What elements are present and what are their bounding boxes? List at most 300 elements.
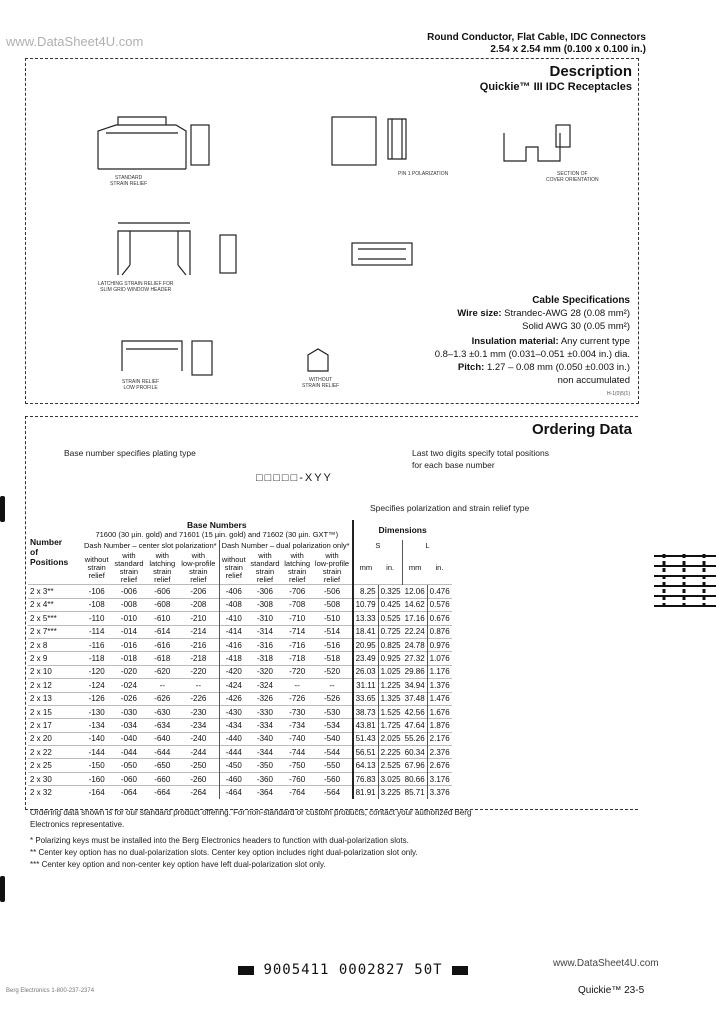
table-cell: 47.64 [403, 719, 428, 732]
wire-size-1 [457, 308, 630, 319]
table-cell: -020 [111, 665, 146, 678]
table-cell: -144 [82, 746, 111, 759]
drawing-polarization-side [388, 119, 406, 159]
table-cell: 2 x 12 [28, 679, 82, 692]
table-cell: -060 [111, 772, 146, 785]
table-cell: -644 [147, 746, 179, 759]
table-cell: 0.676 [427, 612, 452, 625]
drawing-standard-strain-relief [98, 117, 186, 169]
insulation-value-2: 0.8–1.3 ±0.1 mm (0.031–0.051 ±0.004 in.) dia. [434, 349, 630, 360]
table-cell: -364 [248, 786, 282, 799]
insulation-value-1: Any current type [560, 336, 630, 347]
description-panel [25, 58, 639, 404]
table-cell: 1.676 [427, 705, 452, 718]
table-cell: 2.376 [427, 746, 452, 759]
table-cell: -210 [178, 612, 219, 625]
table-cell: -226 [178, 692, 219, 705]
table-cell: -044 [111, 746, 146, 759]
col-without-2: without strain relief [219, 552, 248, 585]
part-number-pattern: □□□□□-XYY [256, 472, 333, 484]
table-cell: -010 [111, 612, 146, 625]
base-number-note: Base number specifies plating type [64, 448, 196, 458]
table-cell: -408 [219, 598, 248, 611]
table-cell: 1.876 [427, 719, 452, 732]
table-cell: -140 [82, 732, 111, 745]
table-cell: 1.325 [378, 692, 403, 705]
table-cell: -630 [147, 705, 179, 718]
table-cell: 3.376 [427, 786, 452, 799]
table-cell: -416 [219, 638, 248, 651]
drawing-cover-orientation [556, 125, 570, 147]
col-standard-2: with standard strain relief [250, 551, 280, 585]
table-cell: 2.176 [427, 732, 452, 745]
table-cell: 2 x 13 [28, 692, 82, 705]
footer-page: Quickie™ 23-5 [578, 985, 645, 996]
table-cell: -318 [248, 652, 282, 665]
table-cell: -564 [312, 786, 352, 799]
table-row [28, 746, 452, 759]
table-cell: 2 x 25 [28, 759, 82, 772]
table-cell: -420 [219, 665, 248, 678]
table-cell: -444 [219, 746, 248, 759]
table-cell: 0.425 [378, 598, 403, 611]
table-cell: -764 [282, 786, 313, 799]
insulation-label: Insulation material: [471, 336, 559, 347]
table-cell: -464 [219, 786, 248, 799]
table-cell: -120 [82, 665, 111, 678]
table-cell: 20.95 [353, 638, 379, 651]
table-cell: 1.525 [378, 705, 403, 718]
col-lowprofile-1: with low-profile strain relief [181, 551, 216, 585]
label-polarization: PIN 1 POLARIZATION [398, 171, 449, 177]
table-cell: -050 [111, 759, 146, 772]
table-cell: -234 [178, 719, 219, 732]
table-cell: -330 [248, 705, 282, 718]
cable-specs-title: Cable Specifications [532, 295, 630, 306]
table-cell: 1.176 [427, 665, 452, 678]
table-cell: -- [178, 679, 219, 692]
table-cell: 33.65 [353, 692, 379, 705]
table-cell: 55.26 [403, 732, 428, 745]
note-polarizing-keys: * Polarizing keys must be installed into the Berg Electronics headers to function with dual-polarization slots. [30, 836, 409, 845]
table-row [28, 612, 452, 625]
table-cell: -620 [147, 665, 179, 678]
table-cell: -340 [248, 732, 282, 745]
table-cell: 0.925 [378, 652, 403, 665]
table-cell: -316 [248, 638, 282, 651]
dash-dual-header: Dash Number – dual polarization only* [219, 540, 353, 552]
table-cell: -610 [147, 612, 179, 625]
table-cell: -734 [282, 719, 313, 732]
table-row [28, 786, 452, 799]
col-without-1: without strain relief [84, 555, 109, 581]
margin-bullet-2 [0, 876, 5, 902]
table-cell: -360 [248, 772, 282, 785]
table-cell: -218 [178, 652, 219, 665]
table-cell: 81.91 [353, 786, 379, 799]
table-row [28, 598, 452, 611]
table-cell: -- [147, 679, 179, 692]
table-cell: 0.476 [427, 585, 452, 598]
table-cell: -320 [248, 665, 282, 678]
table-cell: -660 [147, 772, 179, 785]
table-cell: -508 [312, 598, 352, 611]
table-cell: 56.51 [353, 746, 379, 759]
table-cell: -326 [248, 692, 282, 705]
table-cell: 13.33 [353, 612, 379, 625]
table-cell: -430 [219, 705, 248, 718]
drawing-without-strain-relief [308, 349, 328, 371]
table-cell: -710 [282, 612, 313, 625]
table-cell: -424 [219, 679, 248, 692]
table-cell: 0.725 [378, 625, 403, 638]
wire-size-label: Wire size: [457, 308, 502, 319]
table-cell: -540 [312, 732, 352, 745]
table-cell: -440 [219, 732, 248, 745]
table-cell: 1.025 [378, 665, 403, 678]
table-cell: -406 [219, 585, 248, 598]
table-cell: -634 [147, 719, 179, 732]
table-cell: -516 [312, 638, 352, 651]
table-cell: 51.43 [353, 732, 379, 745]
table-row [28, 705, 452, 718]
table-cell: -560 [312, 772, 352, 785]
table-cell: -260 [178, 772, 219, 785]
pitch-1 [458, 362, 630, 373]
dash-center-header: Dash Number – center slot polarization* [84, 541, 217, 551]
pitch-label: Pitch: [457, 362, 485, 373]
table-cell: -506 [312, 585, 352, 598]
table-cell: 2.025 [378, 732, 403, 745]
table-cell: -426 [219, 692, 248, 705]
table-cell: -214 [178, 625, 219, 638]
table-cell: -626 [147, 692, 179, 705]
table-cell: -206 [178, 585, 219, 598]
label-standard: STANDARD STRAIN RELIEF [110, 175, 148, 187]
drawing-top-view-pins [358, 249, 406, 259]
drawing-low-profile [122, 341, 182, 371]
table-cell: -616 [147, 638, 179, 651]
table-cell: 38.73 [353, 705, 379, 718]
table-cell: -160 [82, 772, 111, 785]
ordering-title: Ordering Data [531, 421, 632, 438]
table-cell: -614 [147, 625, 179, 638]
note-center-key: ** Center key option has no dual-polarization slots. Center key option includes right dual-polarization slot only. [30, 848, 418, 857]
table-row [28, 585, 452, 598]
table-cell: -130 [82, 705, 111, 718]
table-cell: 2 x 15 [28, 705, 82, 718]
label-latching: LATCHING STRAIN RELIEF FOR SLIM GRID WINDOW HEADER [98, 281, 174, 293]
table-cell: -706 [282, 585, 313, 598]
table-cell: -126 [82, 692, 111, 705]
table-cell: 0.325 [378, 585, 403, 598]
table-cell: 12.06 [403, 585, 428, 598]
drawing-top-view [352, 243, 412, 265]
table-row [28, 719, 452, 732]
table-cell: 34.94 [403, 679, 428, 692]
col-latching-2: with latching strain relief [284, 551, 311, 585]
table-cell: -164 [82, 786, 111, 799]
table-cell: -026 [111, 692, 146, 705]
description-subtitle: Quickie™ III IDC Receptacles [479, 81, 632, 93]
insulation-1 [472, 336, 630, 347]
table-cell: -350 [248, 759, 282, 772]
last-two-note-1: Last two digits specify total positions [412, 448, 550, 458]
table-cell: -750 [282, 759, 313, 772]
table-cell: 3.225 [378, 786, 403, 799]
table-row [28, 772, 452, 785]
table-row [28, 665, 452, 678]
table-cell: -124 [82, 679, 111, 692]
note-ordering-2: Electronics representative. [30, 820, 125, 829]
table-cell: -434 [219, 719, 248, 732]
note-ordering-1: Ordering data shown is for our standard product offering. For non-standard or custom products, contact your authorized Berg [30, 808, 472, 817]
table-cell: 14.62 [403, 598, 428, 611]
table-cell: -720 [282, 665, 313, 678]
col-s-mm: mm [353, 552, 379, 585]
table-cell: -008 [111, 598, 146, 611]
table-cell: -730 [282, 705, 313, 718]
table-cell: -530 [312, 705, 352, 718]
table-cell: 2 x 17 [28, 719, 82, 732]
ordering-table [28, 520, 452, 799]
table-cell: -306 [248, 585, 282, 598]
table-cell: 0.876 [427, 625, 452, 638]
barcode-line [238, 962, 468, 978]
table-cell: -006 [111, 585, 146, 598]
table-cell: -618 [147, 652, 179, 665]
table-cell: 29.86 [403, 665, 428, 678]
table-cell: -526 [312, 692, 352, 705]
table-cell: -344 [248, 746, 282, 759]
table-cell: 43.81 [353, 719, 379, 732]
table-cell: -520 [312, 665, 352, 678]
table-cell: -108 [82, 598, 111, 611]
table-cell: -024 [111, 679, 146, 692]
table-cell: 42.56 [403, 705, 428, 718]
dim-s-header: S [353, 540, 403, 552]
table-cell: -664 [147, 786, 179, 799]
drawing-low-profile-side [192, 341, 212, 375]
last-two-note-2: for each base number [412, 460, 495, 470]
table-cell: -220 [178, 665, 219, 678]
table-cell: -264 [178, 786, 219, 799]
header-title: Round Conductor, Flat Cable, IDC Connectors [427, 32, 646, 43]
table-cell: -760 [282, 772, 313, 785]
table-cell: 2.225 [378, 746, 403, 759]
table-cell: 18.41 [353, 625, 379, 638]
table-cell: -110 [82, 612, 111, 625]
col-l-in: in. [435, 563, 444, 573]
col-latching-1: with latching strain relief [149, 551, 176, 585]
table-cell: 0.525 [378, 612, 403, 625]
table-cell: -016 [111, 638, 146, 651]
table-cell: -460 [219, 772, 248, 785]
specifies-note: Specifies polarization and strain relief type [370, 503, 530, 513]
table-cell: -718 [282, 652, 313, 665]
table-row [28, 732, 452, 745]
table-cell: 2 x 4** [28, 598, 82, 611]
table-cell: -334 [248, 719, 282, 732]
table-cell: 27.32 [403, 652, 428, 665]
description-title: Description [549, 63, 632, 80]
table-row [28, 652, 452, 665]
table-cell: 17.16 [403, 612, 428, 625]
table-cell: -244 [178, 746, 219, 759]
note-center-noncenter: *** Center key option and non-center key option have left dual-polarization slot only. [30, 860, 326, 869]
table-cell: -716 [282, 638, 313, 651]
table-cell: -534 [312, 719, 352, 732]
table-cell: 10.79 [353, 598, 379, 611]
table-cell: 1.225 [378, 679, 403, 692]
table-cell: 3.025 [378, 772, 403, 785]
table-cell: -- [282, 679, 313, 692]
table-cell: -018 [111, 652, 146, 665]
table-cell: 60.34 [403, 746, 428, 759]
table-cell: -550 [312, 759, 352, 772]
footer-left: Berg Electronics 1-800-237-2374 [6, 988, 95, 994]
dimensions-header: Dimensions [353, 520, 452, 540]
margin-bullet-1 [0, 496, 5, 522]
table-cell: 2 x 30 [28, 772, 82, 785]
table-cell: -114 [82, 625, 111, 638]
table-cell: 2 x 9 [28, 652, 82, 665]
drawing-latching-side [220, 235, 236, 273]
table-cell: -250 [178, 759, 219, 772]
table-cell: 80.66 [403, 772, 428, 785]
ordering-table-body [28, 585, 452, 799]
table-cell: 2 x 8 [28, 638, 82, 651]
table-cell: 0.576 [427, 598, 452, 611]
table-cell: -014 [111, 625, 146, 638]
table-cell: -106 [82, 585, 111, 598]
side-mark-graphic [650, 552, 720, 612]
table-cell: 1.725 [378, 719, 403, 732]
table-cell: -310 [248, 612, 282, 625]
table-row [28, 759, 452, 772]
table-row [28, 679, 452, 692]
table-cell: -518 [312, 652, 352, 665]
col-standard-1: with standard strain relief [114, 551, 144, 585]
table-cell: -034 [111, 719, 146, 732]
table-cell: -650 [147, 759, 179, 772]
table-cell: 2 x 3** [28, 585, 82, 598]
col-s-in: in. [386, 563, 395, 573]
drawing-ref: H-1(0)5(1) [606, 391, 630, 397]
table-cell: -510 [312, 612, 352, 625]
table-cell: 37.48 [403, 692, 428, 705]
table-cell: -150 [82, 759, 111, 772]
label-low-profile: STRAIN RELIEF LOW PROFILE [122, 379, 160, 391]
table-cell: -314 [248, 625, 282, 638]
table-cell: 0.976 [427, 638, 452, 651]
watermark-bottom[interactable]: www.DataSheet4U.com [553, 958, 659, 969]
dim-l-header: L [403, 540, 452, 552]
table-cell: 24.78 [403, 638, 428, 651]
table-cell: 1.076 [427, 652, 452, 665]
table-cell: 2 x 5*** [28, 612, 82, 625]
table-cell: 2.525 [378, 759, 403, 772]
table-cell: -726 [282, 692, 313, 705]
table-cell: 1.476 [427, 692, 452, 705]
table-cell: 85.71 [403, 786, 428, 799]
watermark-top[interactable]: www.DataSheet4U.com [6, 34, 144, 49]
table-cell: -308 [248, 598, 282, 611]
wire-size-value-2: Solid AWG 30 (0.05 mm²) [522, 321, 630, 332]
table-cell: -414 [219, 625, 248, 638]
table-cell: -118 [82, 652, 111, 665]
table-cell: 64.13 [353, 759, 379, 772]
table-cell: 2 x 20 [28, 732, 82, 745]
table-cell: -708 [282, 598, 313, 611]
table-cell: -606 [147, 585, 179, 598]
table-cell: 2 x 7*** [28, 625, 82, 638]
pitch-value-1: 1.27 – 0.08 mm (0.050 ±0.003 in.) [486, 362, 630, 373]
table-cell: -514 [312, 625, 352, 638]
table-row [28, 625, 452, 638]
col-l-mm: mm [403, 552, 428, 585]
table-cell: -418 [219, 652, 248, 665]
table-cell: -030 [111, 705, 146, 718]
table-cell: -450 [219, 759, 248, 772]
table-cell: -544 [312, 746, 352, 759]
table-cell: -740 [282, 732, 313, 745]
table-cell: -714 [282, 625, 313, 638]
table-cell: -324 [248, 679, 282, 692]
table-cell: 2.676 [427, 759, 452, 772]
table-row [28, 692, 452, 705]
table-cell: 3.176 [427, 772, 452, 785]
table-cell: -640 [147, 732, 179, 745]
barcode-text: 9005411 0002827 50T [263, 962, 443, 978]
table-cell: 22.24 [403, 625, 428, 638]
pitch-value-2: non accumulated [557, 375, 630, 386]
table-cell: -230 [178, 705, 219, 718]
table-cell: 1.376 [427, 679, 452, 692]
table-cell: 76.83 [353, 772, 379, 785]
table-cell: 0.825 [378, 638, 403, 651]
table-cell: -- [312, 679, 352, 692]
table-cell: 2 x 22 [28, 746, 82, 759]
table-row [28, 638, 452, 651]
table-cell: -216 [178, 638, 219, 651]
table-cell: -240 [178, 732, 219, 745]
table-cell: -744 [282, 746, 313, 759]
label-without: WITHOUT STRAIN RELIEF [302, 377, 340, 389]
header-subtitle: 2.54 x 2.54 mm (0.100 x 0.100 in.) [490, 44, 646, 55]
drawing-latching-strain-relief [118, 223, 190, 275]
table-cell: -208 [178, 598, 219, 611]
table-cell: 31.11 [353, 679, 379, 692]
col-lowprofile-2: with low-profile strain relief [314, 551, 350, 585]
table-cell: -608 [147, 598, 179, 611]
table-cell: -134 [82, 719, 111, 732]
table-cell: -040 [111, 732, 146, 745]
base-numbers-title: Base Numbers [187, 520, 247, 530]
table-cell: 8.25 [353, 585, 379, 598]
table-cell: 23.49 [353, 652, 379, 665]
drawing-pin1-top [332, 117, 376, 165]
table-cell: 2 x 10 [28, 665, 82, 678]
barcode-block-right [452, 966, 468, 975]
barcode-block-left [238, 966, 254, 975]
table-cell: 67.96 [403, 759, 428, 772]
drawing-section-cover [504, 133, 560, 161]
table-cell: 2 x 32 [28, 786, 82, 799]
table-cell: -116 [82, 638, 111, 651]
table-cell: -410 [219, 612, 248, 625]
table-cell: -064 [111, 786, 146, 799]
